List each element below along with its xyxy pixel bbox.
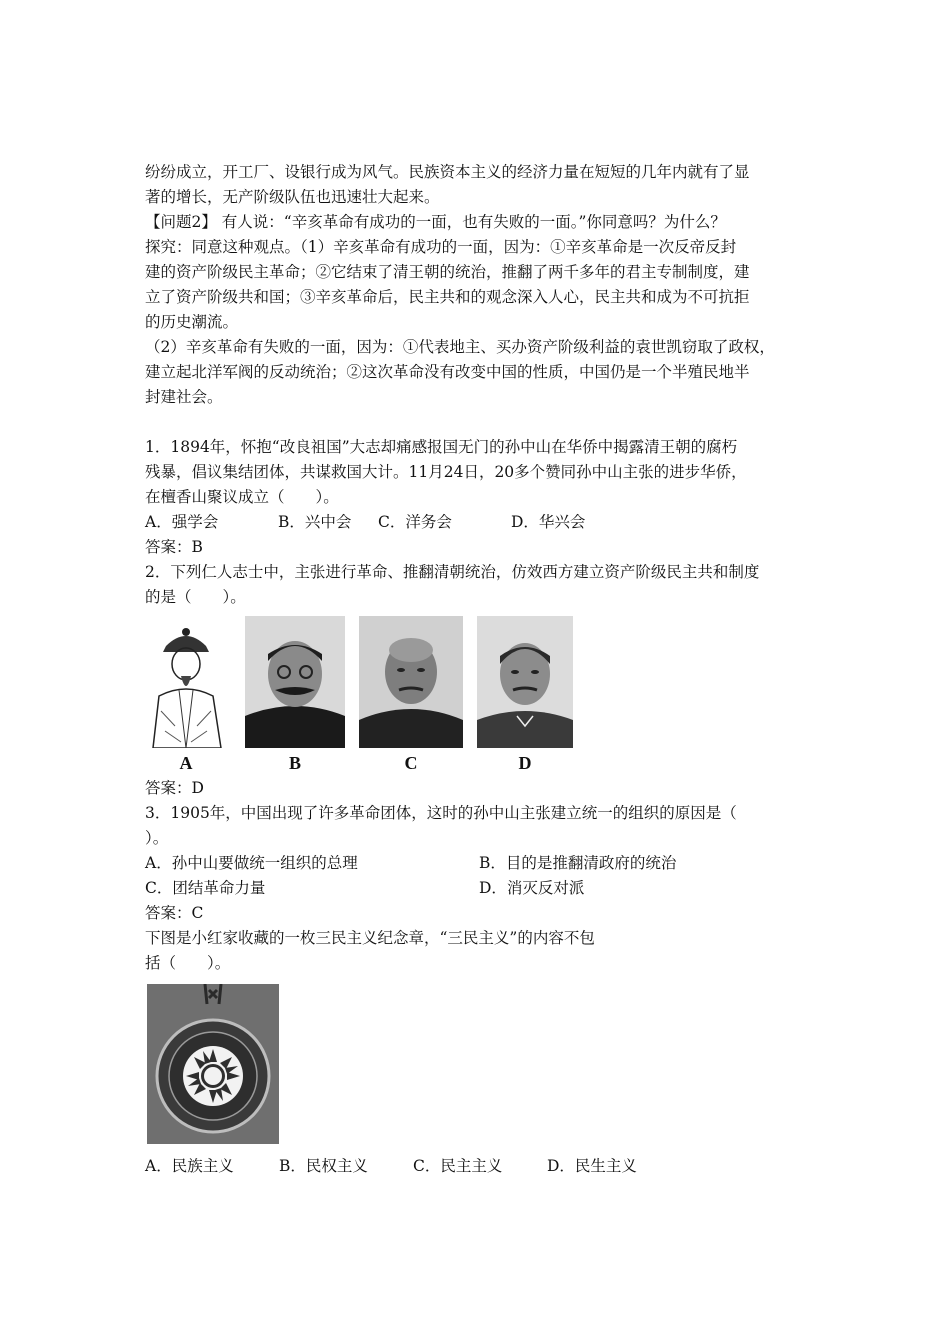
- question2-line: （2）辛亥革命有失败的一面，因为：①代表地主、买办资产阶级利益的袁世凯窃取了政权，: [145, 338, 775, 356]
- q2-line: 2．下列仁人志士中，主张进行革命、推翻清朝统治，仿效西方建立资产阶级民主共和制度: [145, 563, 760, 581]
- q4-options: [145, 1154, 825, 1179]
- spacer: [145, 410, 825, 435]
- portrait-a-label: A: [179, 753, 193, 773]
- document-page: [145, 160, 825, 1179]
- q1-option-b: B．兴中会: [278, 513, 352, 531]
- portrait-b-label: B: [288, 753, 301, 773]
- q2-portraits: [141, 616, 825, 776]
- q4-option-c: C．民主主义: [413, 1157, 503, 1175]
- portrait-c: [359, 616, 463, 774]
- q1-option-a: A．强学会: [145, 513, 219, 531]
- q2-line: 的是（ ）。: [145, 588, 246, 606]
- q4-option-a: A．民族主义: [145, 1157, 234, 1175]
- q3-options: [145, 851, 825, 901]
- q4-option-d: D．民生主义: [547, 1157, 637, 1175]
- sun-badge-icon: [147, 984, 279, 1144]
- question2-line: 探究：同意这种观点。（1）辛亥革命有成功的一面，因为：①辛亥革命是一次反帝反封: [145, 238, 737, 256]
- portrait-d: [477, 616, 573, 774]
- q4-option-b: B．民权主义: [279, 1157, 368, 1175]
- q2-answer: 答案：D: [145, 779, 204, 797]
- question2-line: 封建社会。: [145, 388, 223, 406]
- q4-line: 括（ ）。: [145, 954, 231, 972]
- commemorative-badge-image: [147, 984, 279, 1144]
- q3-option-b: B．目的是推翻清政府的统治: [479, 854, 677, 872]
- portrait-photo-icon: [245, 616, 345, 748]
- q1-options: [145, 510, 825, 535]
- portrait-photo-icon: [359, 616, 463, 748]
- question2-line: 的历史潮流。: [145, 313, 239, 331]
- portrait-b: [245, 616, 345, 774]
- q4-line: 下图是小红家收藏的一枚三民主义纪念章，“三民主义”的内容不包: [145, 929, 595, 947]
- q3-line: ）。: [145, 829, 169, 847]
- q1-line: 1．1894年，怀抱“改良祖国”大志却痛感报国无门的孙中山在华侨中揭露清王朝的腐朽: [145, 438, 738, 456]
- intro-line-2: 著的增长，无产阶级队伍也迅速壮大起来。: [145, 188, 440, 206]
- portrait-photo-icon: [477, 616, 573, 748]
- q3-option-c: C．团结革命力量: [145, 879, 266, 897]
- q1-option-d: D．华兴会: [511, 513, 586, 531]
- q1-answer: 答案：B: [145, 538, 203, 556]
- q3-option-d: D．消灭反对派: [479, 879, 585, 897]
- q3-line: 3．1905年，中国出现了许多革命团体，这时的孙中山主张建立统一的组织的原因是（: [145, 804, 737, 822]
- question2-title: 【问题2】 有人说：“辛亥革命有成功的一面，也有失败的一面。”你同意吗？为什么？: [145, 213, 726, 231]
- qing-official-drawing-icon: [141, 616, 231, 748]
- q3-answer: 答案：C: [145, 904, 204, 922]
- q1-line: 在檀香山聚议成立（ ）。: [145, 488, 339, 506]
- intro-line-1: 纷纷成立，开工厂、设银行成为风气。民族资本主义的经济力量在短短的几年内就有了显: [145, 163, 750, 181]
- question2-line: 立了资产阶级共和国；③辛亥革命后，民主共和的观念深入人心，民主共和成为不可抗拒: [145, 288, 750, 306]
- question2-line: 建立起北洋军阀的反动统治；②这次革命没有改变中国的性质，中国仍是一个半殖民地半: [145, 363, 750, 381]
- q1-option-c: C．洋务会: [378, 513, 452, 531]
- q1-line: 残暴，倡议集结团体，共谋救国大计。11月24日，20多个赞同孙中山主张的进步华侨，: [145, 463, 747, 481]
- portrait-c-label: C: [404, 753, 418, 773]
- question2-line: 建的资产阶级民主革命；②它结束了清王朝的统治，推翻了两千多年的君主专制制度，建: [145, 263, 750, 281]
- q3-option-a: A．孙中山要做统一组织的总理: [145, 854, 358, 872]
- portrait-a: [141, 616, 231, 774]
- portrait-d-label: D: [518, 753, 532, 773]
